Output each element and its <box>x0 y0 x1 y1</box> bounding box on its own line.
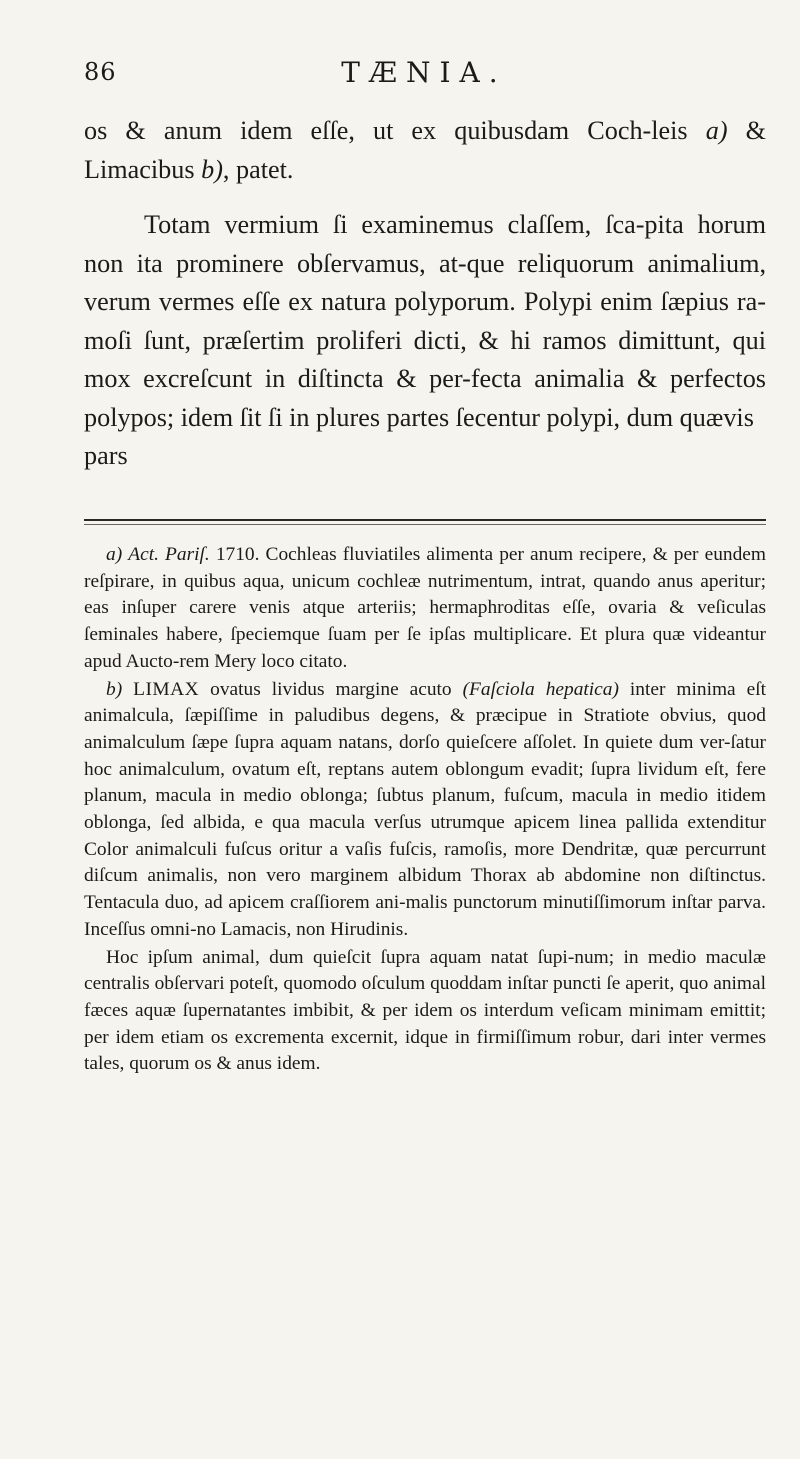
catchword: pars <box>84 441 128 470</box>
footnote-a <box>84 542 766 676</box>
running-title: TÆNIA. <box>341 56 507 89</box>
paragraph-2: Totam vermium ſi examinemus claſſem, ſca-pita horum non ita prominere obſervamus, at-que reliquorum animalium, verum vermes eſſe ex natura polyporum. Polypi enim ſæpius ra-moſi ſunt, præſertim proliferi dicti, & hi ramos dimittunt, qui mox excreſcunt in diſtincta & per-fecta animalia & perfectos polypos; idem ſit ſi in plures partes ſecentur polypi, dum quævis <box>84 210 766 432</box>
page-number: 86 <box>84 58 117 86</box>
footnote-b-text-1: ovatus lividus margine acuto <box>199 678 463 700</box>
footnote-ref-b: b) <box>201 154 223 184</box>
footnotes <box>84 542 766 1078</box>
footnote-ref-a: a) <box>705 116 728 145</box>
footnote-c: Hoc ipſum animal, dum quieſcit ſupra aquam natat ſupi-num; in medio maculæ centralis obſervari poteſt, quomodo oſculum quoddam inſtar puncti ſe aperit, quo animal fæces aquæ ſupernatantes imbibit, & per idem os interdum veſicam minimam emittit; per idem etiam os excrementa excernit, idque in firmiſſimum robur, dari inter vermes tales, quorum os & anus idem. <box>84 946 766 1075</box>
footnote-a-body: 1710. Cochleas fluviatiles alimenta per anum recipere, & per eundem reſpirare, in quibus aqua, unicum cochleæ nutrimentum, intrat, quando anus aperitur; eas inſuper carere venis atque arteriis; hermaphroditas eſſe, ovaria & veſiculas ſeminales habere, ſpeciemque ſuam per ſe ipſas multiplicare. Et plura quæ videantur apud Aucto-rem Mery loco citato. <box>84 544 766 672</box>
footnote-b-label: b) <box>106 678 123 700</box>
footnote-b-text-2: inter minima eſt animalcula, ſæpiſſime in paludibus degens, & præcipue in Stratiote obvius, quod animalculum ſæpe ſupra aquam natans, dorſo quieſcere aſſolet. In quiete dum ver-ſatur hoc animalculum, ovatum eſt, reptans autem oblongum evadit; ſupra lividum eſt, fere planum, macula in medio oblonga; ſubtus planum, fuſcum, macula in medio itidem oblonga, ſed albida, e qua macula verſus utrumque apicem linea pallida extenditur Color animalculi fuſcus oritur a vaſis fuſcis, ramoſis, more Dendritæ, quæ percurrunt diſcum animalis, non vero marginem albidum Thorax ab abdomine non diſtinctus. Tentacula duo, ad apicem craſſiorem ani-malis punctorum minutiſſimorum inſtar parva. Inceſſus omni-no Lamacis, non Hirudinis. <box>84 678 766 940</box>
paragraph-1-text-3: , patet. <box>222 154 294 184</box>
page-header <box>84 56 764 90</box>
footnote-b <box>84 677 766 944</box>
footnote-b-species: (Faſciola hepatica) <box>462 678 619 700</box>
footnote-b-name: LIMAX <box>133 678 200 700</box>
footnote-rule-thin <box>84 524 766 525</box>
paragraph-1-text-1: os & anum idem eſſe, ut ex quibusdam Coch-leis <box>84 116 706 145</box>
paragraph-1 <box>84 112 766 189</box>
footnote-a-source: Act. Pariſ. <box>128 544 210 565</box>
paragraph-1-text-2: & Limacibus <box>84 116 767 184</box>
footnote-a-label: a) <box>106 544 123 565</box>
footnote-rule <box>84 519 766 521</box>
main-text <box>84 112 766 476</box>
